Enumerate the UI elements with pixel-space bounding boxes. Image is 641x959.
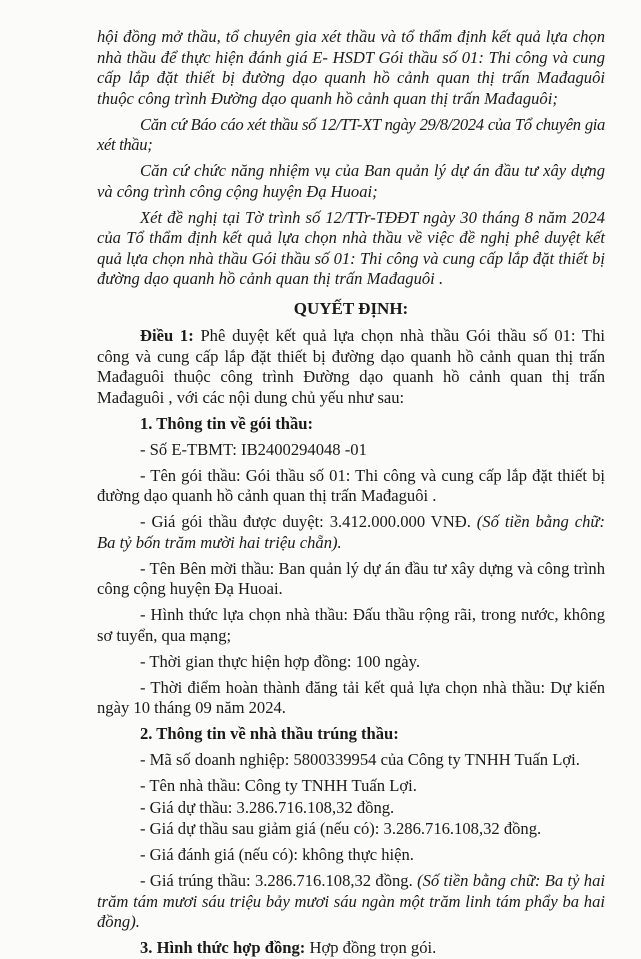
discounted-bid-price: - Giá dự thầu sau giảm giá (nếu có): 3.286.716.108,32 đồng. [140,819,542,838]
intro-paragraph-evaluation-report: Căn cứ Báo cáo xét thầu số 12/TT-XT ngày 29/8/2024 của Tổ chuyên gia xét thầu; [97,114,605,154]
intro-paragraph-council: hội đồng mở thầu, tổ chuyên gia xét thầu và tổ thẩm định kết quả lựa chọn nhà thầu để thực hiện đánh giá E- HSDT Gói thầu số 01: Thi công và cung cấp lắp đặt thiết bị đường dạo quanh hồ cảnh quan thị trấn Mađaguôi thuộc công trình Đường dạo quanh hồ cảnh quan thị trấn Mađaguôi; [97,27,605,108]
section-2-title: 2. Thông tin về nhà thầu trúng thầu: [140,724,399,743]
contract-type-value: Hợp đồng trọn gói. [305,938,437,957]
evaluated-price: - Giá đánh giá (nếu có): không thực hiện. [140,845,414,864]
inviting-party: - Tên Bên mời thầu: Ban quản lý dự án đầu tư xây dựng và công trình công cộng huyện Đạ Huoai. [97,558,605,598]
selection-method: - Hình thức lựa chọn nhà thầu: Đấu thầu rộng rãi, trong nước, không sơ tuyển, qua mạng; [97,605,605,645]
article-1 [97,326,605,408]
approved-package-price [97,512,605,553]
contract-duration: - Thời gian thực hiện hợp đồng: 100 ngày. [140,651,421,671]
article-1-label: Điều 1: [140,326,194,345]
approved-price-words: (Số tiền bằng chữ: Ba tỷ bốn trăm mười hai triệu chẵn). [97,512,605,552]
intro-paragraph-functions: Căn cứ chức năng nhiệm vụ của Ban quản lý dự án đầu tư xây dựng và công trình công cộng huyện Đạ Huoai; [97,161,605,201]
bid-notice-number: - Số E-TBMT: IB2400294048 -01 [140,439,367,459]
decision-heading: QUYẾT ĐỊNH: [293,298,409,318]
business-code: - Mã số doanh nghiệp: 5800339954 của Công ty TNHH Tuấn Lợi. [140,750,580,769]
contract-type [97,938,605,959]
package-name: - Tên gói thầu: Gói thầu số 01: Thi công và cung cấp lắp đặt thiết bị đường dạo quanh hồ cảnh quan thị trấn Mađaguôi . [97,465,605,505]
winning-price-text: - Giá trúng thầu: 3.286.716.108,32 đồng. [140,871,418,890]
publication-date: - Thời điểm hoàn thành đăng tải kết quả lựa chọn nhà thầu: Dự kiến ngày 10 tháng 09 năm 2024. [97,677,605,717]
bid-price: - Giá dự thầu: 3.286.716.108,32 đồng. [140,797,395,817]
section-3-title: 3. Hình thức hợp đồng: [140,938,306,957]
approved-price-text: - Giá gói thầu được duyệt: 3.412.000.000 VNĐ. [140,512,477,531]
winning-price-words: (Số tiền bằng chữ: Ba tỷ hai trăm tám mươi sáu triệu bảy mươi sáu ngàn một trăm linh tám phẩy ba hai đồng). [97,871,606,931]
section-1-title: 1. Thông tin về gói thầu: [140,413,314,433]
intro-paragraph-proposal: Xét đề nghị tại Tờ trình số 12/TTr-TĐĐT ngày 30 tháng 8 năm 2024 của Tổ thẩm định kết quả lựa chọn nhà thầu về việc đề nghị phê duyệt kết quả lựa chọn nhà thầu Gói thầu số 01: Thi công và cung cấp lắp đặt thiết bị đường dạo quanh hồ cảnh quan thị trấn Mađaguôi . [97,207,605,288]
contractor-name: - Tên nhà thầu: Công ty TNHH Tuấn Lợi. [140,776,417,795]
article-1-text: Phê duyệt kết quả lựa chọn nhà thầu Gói thầu số 01: Thi công và cung cấp lắp đặt thiết bị đường dạo quanh hồ cảnh quan thị trấn Mađaguôi thuộc công trình Đường dạo quanh hồ cảnh quan thị trấn Mađaguôi , với các nội dung chủ yếu như sau: [97,326,605,407]
winning-price [97,871,605,933]
